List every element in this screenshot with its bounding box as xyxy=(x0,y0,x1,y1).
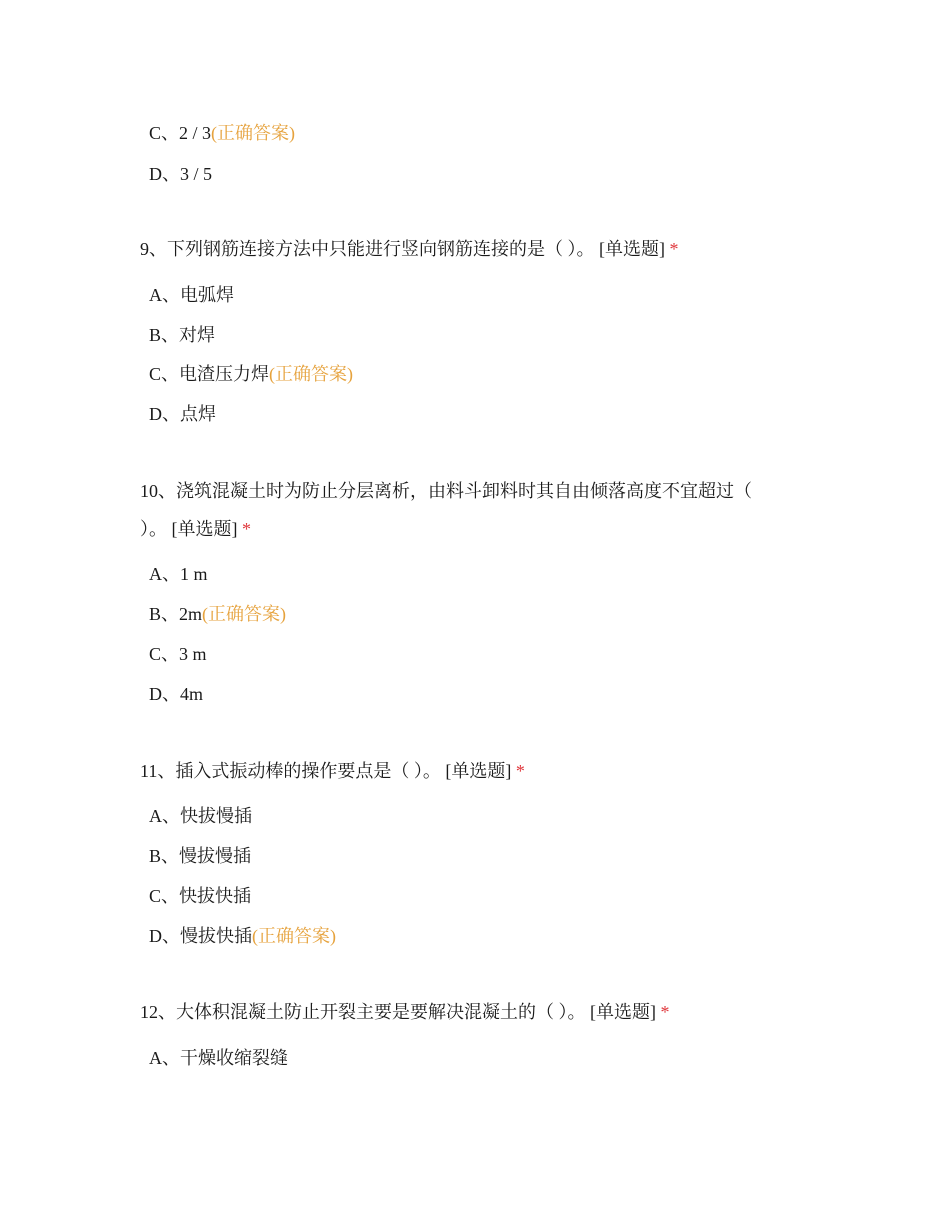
option-11-d: D、慢拔快插(正确答案) xyxy=(149,926,336,946)
required-star: * xyxy=(242,519,251,539)
question-9-title: 9、下列钢筋连接方法中只能进行竖向钢筋连接的是（ ）。 [单选题] * xyxy=(140,239,679,259)
option-10-d: D、4m xyxy=(149,684,204,704)
option-11-c: C、快拔快插 xyxy=(149,886,252,906)
question-type: [单选题] xyxy=(590,1002,656,1022)
option-11-b: B、慢拔慢插 xyxy=(149,846,252,866)
correct-answer-mark: (正确答案) xyxy=(269,364,354,384)
question-12-title: 12、大体积混凝土防止开裂主要是要解决混凝土的（ ）。 [单选题] * xyxy=(140,1002,670,1022)
question-10-title-cont: ）。 [单选题] * xyxy=(140,519,251,539)
option-9-b: B、对焊 xyxy=(149,325,216,345)
required-star: * xyxy=(660,1002,670,1022)
required-star: * xyxy=(515,761,525,781)
option-10-c: C、3 m xyxy=(149,644,207,664)
option-12-a: A、干燥收缩裂缝 xyxy=(149,1048,288,1068)
option-9-d: D、点焊 xyxy=(149,404,216,424)
option-8-c: C、2 / 3(正确答案) xyxy=(149,123,296,143)
question-type: [单选题] xyxy=(599,239,665,259)
question-10-title: 10、浇筑混凝土时为防止分层离析，由料斗卸料时其自由倾落高度不宜超过（ xyxy=(140,481,752,501)
correct-answer-mark: (正确答案) xyxy=(202,604,287,624)
question-11-title: 11、插入式振动棒的操作要点是（ ）。 [单选题] * xyxy=(140,761,525,781)
option-10-b: B、2m(正确答案) xyxy=(149,604,287,624)
correct-answer-mark: (正确答案) xyxy=(252,926,336,946)
required-star: * xyxy=(669,239,679,259)
correct-answer-mark: (正确答案) xyxy=(211,123,296,143)
option-11-a: A、快拔慢插 xyxy=(149,806,252,826)
option-8-d: D、3 / 5 xyxy=(149,164,213,184)
option-10-a: A、1 m xyxy=(149,564,208,584)
question-type: [单选题] xyxy=(445,761,512,781)
option-9-a: A、电弧焊 xyxy=(149,285,234,305)
question-type: [单选题] xyxy=(171,519,238,539)
option-9-c: C、电渣压力焊(正确答案) xyxy=(149,364,354,384)
